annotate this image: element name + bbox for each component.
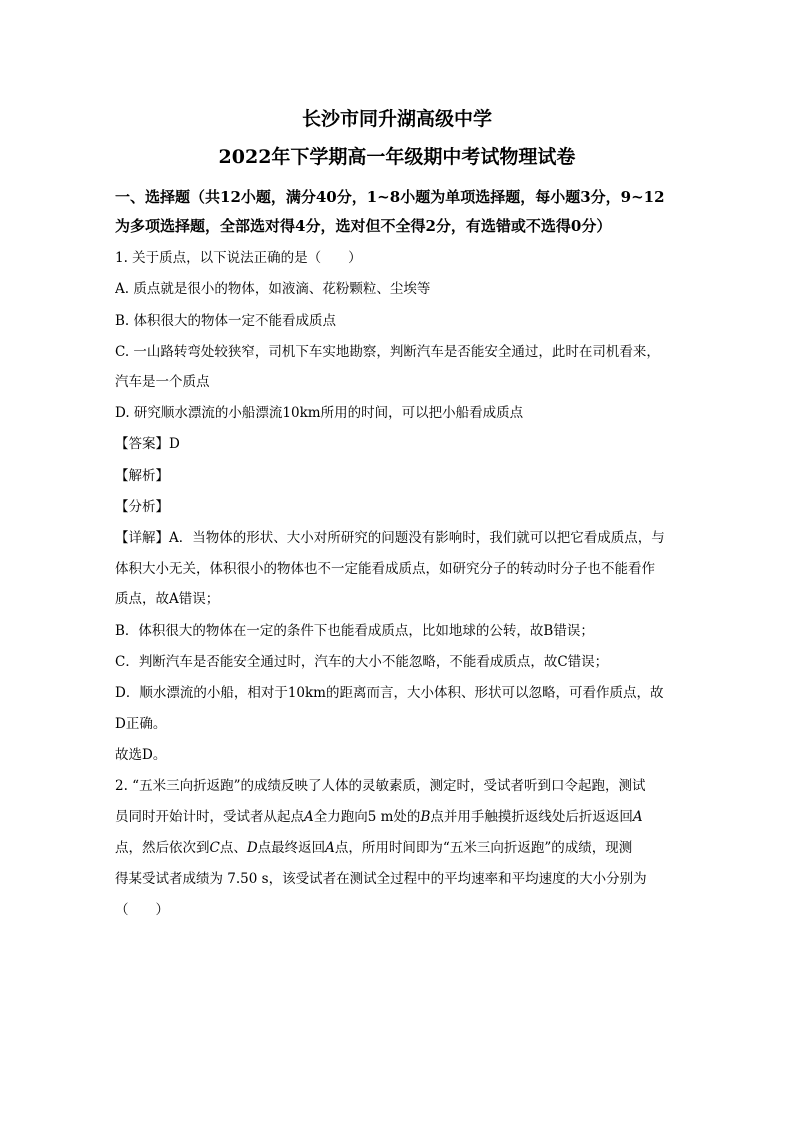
analysis-bracket-close: 】 bbox=[155, 468, 169, 484]
point-a-var-3: A bbox=[325, 840, 335, 856]
conclusion: 故选D。 bbox=[115, 747, 167, 763]
fenxi-bracket-close: 】 bbox=[155, 499, 169, 515]
answer-bracket-open: 【 bbox=[115, 436, 129, 452]
detail-b: B．体积很大的物体在一定的条件下也能看成质点，比如地球的公转，故B错误； bbox=[115, 623, 594, 639]
q2-line3-part-c: 点最终返回 bbox=[257, 840, 326, 856]
fenxi-label-line bbox=[115, 497, 687, 517]
q2-line3-part-d: 点，所用时间即为“五米三向折返跑”的成绩，现测 bbox=[334, 840, 633, 856]
point-a-var: A bbox=[304, 809, 314, 825]
question-1-stem: 1. 关于质点，以下说法正确的是（ ） bbox=[115, 250, 362, 266]
q2-line3-part-b: 点、 bbox=[219, 840, 247, 856]
question-2-line-3 bbox=[115, 838, 687, 858]
point-b-var: B bbox=[420, 809, 431, 825]
exam-title: 2022年下学期高一年级期中考试物理试卷 bbox=[218, 146, 576, 168]
question-1-option-c-line-2: 汽车是一个质点 bbox=[115, 374, 210, 390]
question-2-line-1: 2. “五米三向折返跑”的成绩反映了人体的灵敏素质，测定时，受试者听到口令起跑，测试 bbox=[115, 778, 646, 794]
answer-value: D bbox=[169, 436, 180, 452]
detail-d-line-1: D．顺水漂流的小船，相对于10km的距离而言，大小体积、形状可以忽略，可看作质点，故 bbox=[115, 685, 664, 701]
answer-label: 答案 bbox=[128, 436, 156, 452]
detail-bracket-close: 】 bbox=[155, 530, 169, 546]
detail-label: 详解 bbox=[128, 530, 156, 546]
answer-bracket-close: 】 bbox=[155, 436, 169, 452]
section-heading-line-2: 为多项选择题，全部选对得4分，选对但不全得2分，有选错或不选得0分） bbox=[115, 217, 612, 235]
detail-line-2: 体积大小无关，体积很小的物体也不一定能看成质点，如研究分子的转动时分子也不能看作 bbox=[115, 561, 655, 577]
question-2-line-4: 得某受试者成绩为 7.50 s，该受试者在测试全过程中的平均速率和平均速度的大小分别为 bbox=[115, 871, 647, 887]
q2-line3-part-a: 点，然后依次到 bbox=[115, 840, 210, 856]
question-1-option-c-line-1: C. 一山路转弯处较狭窄，司机下车实地勘察，判断汽车是否能安全通过，此时在司机看来， bbox=[115, 344, 660, 360]
question-1-option-a: A. 质点就是很小的物体，如液滴、花粉颗粒、尘埃等 bbox=[115, 281, 431, 297]
section-heading-line-1: 一、选择题（共12小题，满分40分，1~8小题为单项选择题，每小题3分，9~12 bbox=[115, 188, 665, 206]
fenxi-bracket-open: 【 bbox=[115, 499, 129, 515]
analysis-label-line bbox=[115, 466, 687, 486]
point-c-var: C bbox=[209, 840, 220, 856]
question-2-line-5: （ ） bbox=[115, 902, 169, 918]
answer-line bbox=[115, 434, 687, 454]
question-2-line-2 bbox=[115, 807, 687, 827]
analysis-bracket-open: 【 bbox=[115, 468, 129, 484]
question-1-option-b: B. 体积很大的物体一定不能看成质点 bbox=[115, 313, 337, 329]
school-name: 长沙市同升湖高级中学 bbox=[301, 108, 492, 130]
analysis-label: 解析 bbox=[128, 468, 156, 484]
detail-line-3: 质点，故A错误； bbox=[115, 591, 220, 607]
q2-line2-part-b: 全力跑向5 m处的 bbox=[313, 809, 421, 825]
q2-line2-part-a: 员同时开始计时，受试者从起点 bbox=[115, 809, 304, 825]
detail-d-line-2: D正确。 bbox=[115, 716, 167, 732]
point-d-var: D bbox=[246, 840, 258, 856]
detail-line-1 bbox=[115, 528, 687, 548]
detail-text-a: A．当物体的形状、大小对所研究的问题没有影响时，我们就可以把它看成质点，与 bbox=[169, 530, 665, 546]
detail-c: C．判断汽车是否能安全通过时，汽车的大小不能忽略，不能看成质点，故C错误； bbox=[115, 654, 609, 670]
detail-bracket-open: 【 bbox=[115, 530, 129, 546]
q2-line2-part-c: 点并用手触摸折返线处后折返返回 bbox=[430, 809, 633, 825]
question-1-option-d: D. 研究顺水漂流的小船漂流10km所用的时间，可以把小船看成质点 bbox=[115, 405, 524, 421]
point-a-var-2: A bbox=[632, 809, 643, 825]
fenxi-label: 分析 bbox=[128, 499, 156, 515]
